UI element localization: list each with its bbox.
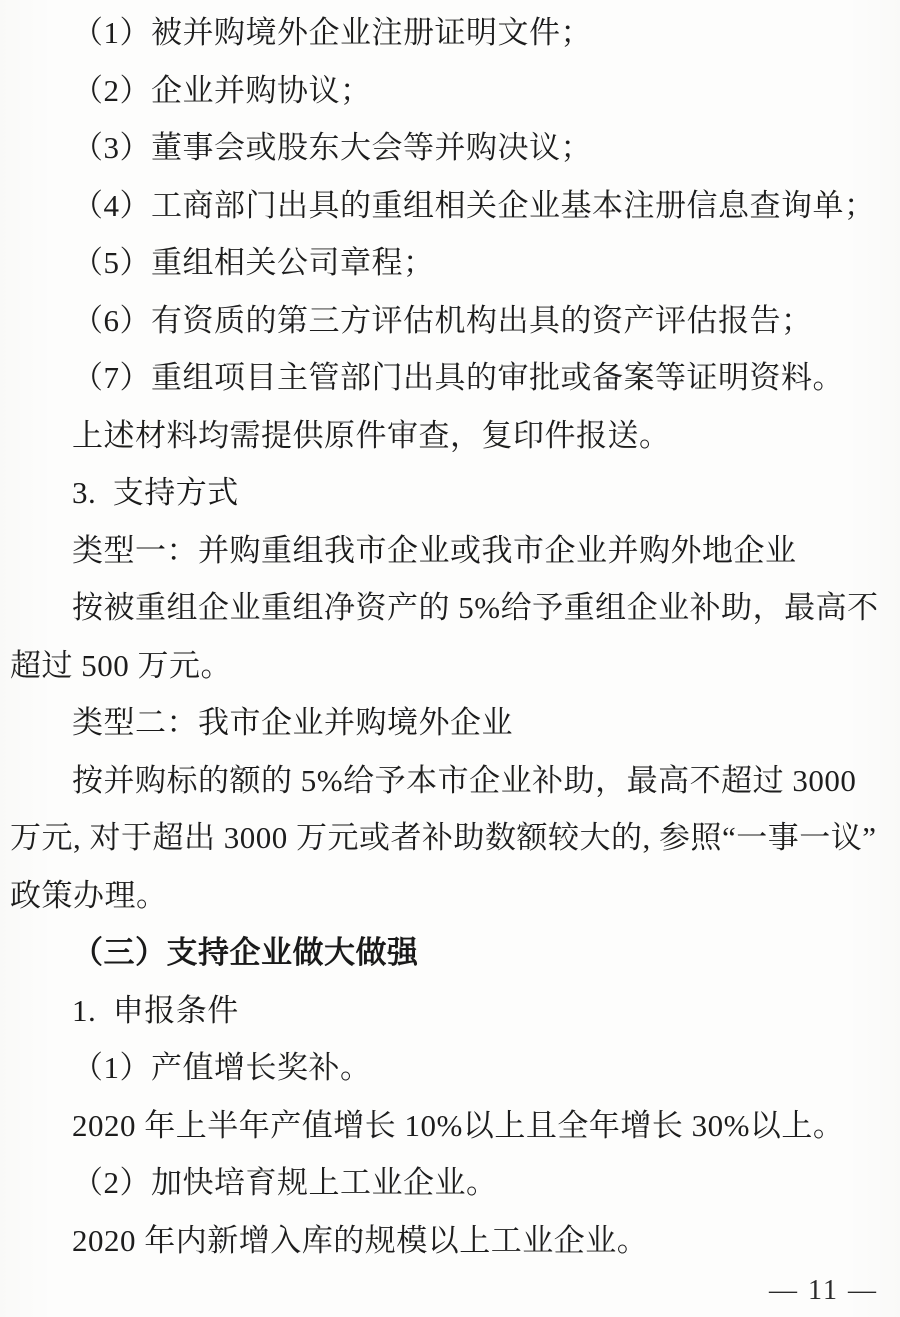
text-line: 2020 年上半年产值增长 10%以上且全年增长 30%以上。 <box>72 1107 845 1143</box>
text-line: 按被重组企业重组净资产的 5%给予重组企业补助，最高不 <box>72 590 879 625</box>
text-line: 万元, 对于超出 3000 万元或者补助数额较大的, 参照“一事一议” <box>10 820 877 855</box>
text-line: （1）产值增长奖补。 <box>72 1050 372 1085</box>
text-line: 类型二：我市企业并购境外企业 <box>72 705 513 740</box>
text-line: 按并购标的额的 5%给予本市企业补助，最高不超过 3000 <box>72 762 857 798</box>
text-line: （2）企业并购协议； <box>72 72 372 108</box>
text-line: 3. 支持方式 <box>72 475 239 510</box>
text-line: 1. 申报条件 <box>72 992 239 1028</box>
text-line: （1）被并购境外企业注册证明文件； <box>72 15 592 50</box>
text-line: 政策办理。 <box>10 877 168 913</box>
page-footer <box>0 1269 900 1317</box>
text-line: （4）工商部门出具的重组相关企业基本注册信息查询单； <box>72 187 876 223</box>
text-line: （3）董事会或股东大会等并购决议； <box>72 130 592 165</box>
text-line: （三）支持企业做大做强 <box>72 935 419 970</box>
text-line: 上述材料均需提供原件审查，复印件报送。 <box>72 417 671 453</box>
text-line: （7）重组项目主管部门出具的审批或备案等证明资料。 <box>72 360 844 395</box>
text-line: 超过 500 万元。 <box>10 647 232 683</box>
text-line: 类型一：并购重组我市企业或我市企业并购外地企业 <box>72 532 797 568</box>
text-line: （2）加快培育规上工业企业。 <box>72 1165 498 1200</box>
text-line: （6）有资质的第三方评估机构出具的资产评估报告； <box>72 302 813 338</box>
text-line: 2020 年内新增入库的规模以上工业企业。 <box>72 1222 649 1258</box>
text-line: （5）重组相关公司章程； <box>72 245 435 280</box>
page-number: — 11 — <box>769 1275 878 1306</box>
